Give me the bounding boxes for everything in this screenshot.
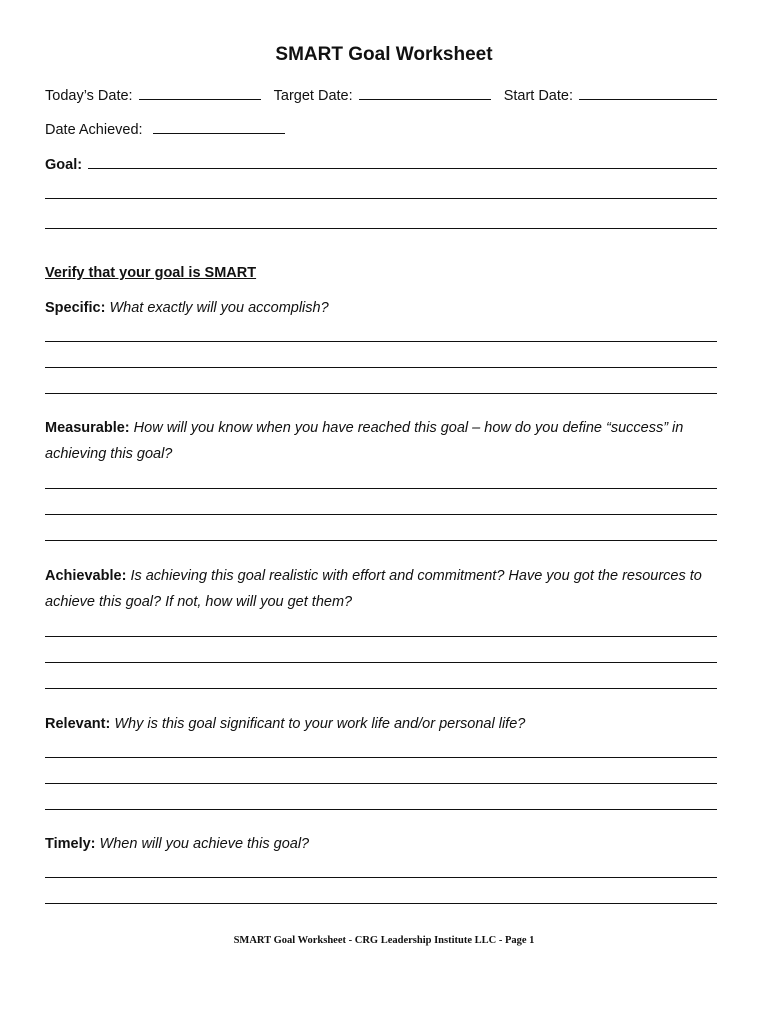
relevant-answer-line[interactable]: [45, 809, 717, 810]
date-achieved-blank[interactable]: [153, 120, 285, 134]
measurable-answer-line[interactable]: [45, 488, 717, 489]
goal-answer-line[interactable]: [45, 228, 717, 229]
date-achieved-field[interactable]: [45, 120, 285, 138]
todays-date-field[interactable]: [45, 86, 261, 104]
achievable-question: Is achieving this goal realistic with effort and commitment? Have you got the resources to achieve this goal? If not, how will you get them?: [45, 568, 702, 610]
goal-label: Goal:: [45, 157, 83, 173]
achievable-answer-line[interactable]: [45, 636, 717, 637]
goal-field[interactable]: [45, 155, 717, 173]
page-title: SMART Goal Worksheet: [275, 44, 493, 65]
target-date-field[interactable]: [274, 86, 491, 104]
timely-label: Timely:: [45, 836, 96, 852]
target-date-label: Target Date:: [273, 88, 353, 104]
achievable-prompt: [45, 563, 717, 615]
relevant-question: Why is this goal significant to your work life and/or personal life?: [114, 716, 526, 732]
measurable-prompt: [45, 415, 717, 467]
specific-question: What exactly will you accomplish?: [109, 300, 329, 316]
timely-answer-line[interactable]: [45, 877, 717, 878]
relevant-answer-line[interactable]: [45, 757, 717, 758]
start-date-label: Start Date:: [503, 88, 573, 104]
timely-question: When will you achieve this goal?: [99, 836, 310, 852]
measurable-answer-line[interactable]: [45, 540, 717, 541]
specific-answer-line[interactable]: [45, 393, 717, 394]
date-achieved-label: Date Achieved:: [45, 122, 143, 138]
start-date-field[interactable]: [504, 86, 717, 104]
specific-label: Specific:: [45, 300, 106, 316]
relevant-answer-line[interactable]: [45, 783, 717, 784]
goal-answer-line[interactable]: [45, 198, 717, 199]
relevant-label: Relevant:: [45, 716, 111, 732]
measurable-question: How will you know when you have reached this goal – how do you define “success” in achieving this goal?: [45, 420, 684, 462]
specific-answer-line[interactable]: [45, 341, 717, 342]
timely-prompt: [45, 831, 717, 857]
todays-date-label: Today’s Date:: [45, 88, 133, 104]
section-heading: Verify that your goal is SMART: [45, 265, 257, 281]
achievable-answer-line[interactable]: [45, 662, 717, 663]
todays-date-blank[interactable]: [139, 86, 261, 100]
start-date-blank[interactable]: [579, 86, 717, 100]
relevant-prompt: [45, 711, 717, 737]
achievable-label: Achievable:: [45, 568, 127, 584]
measurable-answer-line[interactable]: [45, 514, 717, 515]
achievable-answer-line[interactable]: [45, 688, 717, 689]
dates-row: [45, 86, 717, 104]
timely-answer-line[interactable]: [45, 903, 717, 904]
measurable-label: Measurable:: [45, 420, 130, 436]
goal-blank[interactable]: [88, 155, 717, 169]
target-date-blank[interactable]: [359, 86, 491, 100]
page-footer: SMART Goal Worksheet - CRG Leadership Institute LLC - Page 1: [233, 935, 535, 946]
specific-prompt: [45, 295, 717, 321]
specific-answer-line[interactable]: [45, 367, 717, 368]
